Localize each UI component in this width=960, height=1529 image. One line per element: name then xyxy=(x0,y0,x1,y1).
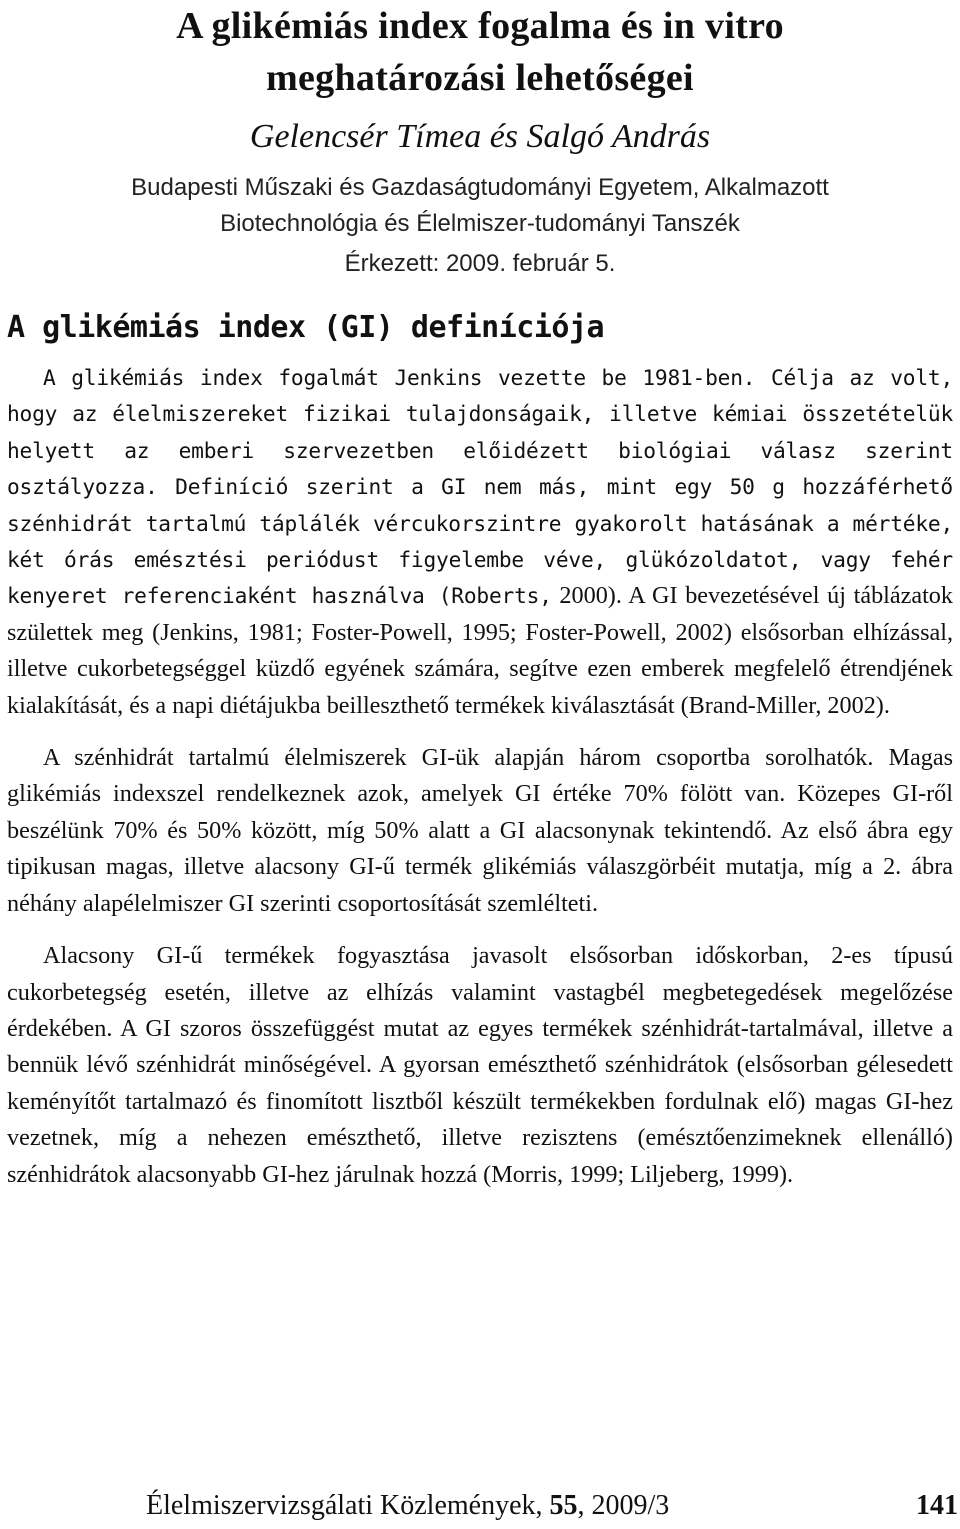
paragraph-1-mono-part: A glikémiás index fogalmát Jenkins vezette be 1981-ben. Célja az volt, hogy az élelmiszereket fizikai tulajdonságaik, illetve kémiai összetételük helyett az emberi szervezetben előidézett biológiai válasz szerint osztályozza. Definíció szerint a GI nem más, mint egy 50 g hozzáférhető szénhidrát tartalmú táplálék vércukorszintre gyakorolt hatásának a mértéke, két órás emésztési periódust figyelembe véve, glükózoldatot, vagy fehér kenyeret referenciaként használva (Roberts, xyxy=(7,365,953,609)
paragraph-1-serif-part: 2000). A GI bevezetésével új táblázatok születtek meg (Jenkins, 1981; Foster-Powell, 1995; Foster-Powell, 2002) elsősorban elhízással, illetve cukorbetegséggel küzdő egyének számára, segítve ezen emberek megfelelő étrendjének kialakítását, és a napi diétájukba beilleszthető termékek kiválasztását (Brand-Miller, 2002). xyxy=(7,582,953,719)
section-heading: A glikémiás index (GI) definíciója xyxy=(7,310,605,345)
received-date: Érkezett: 2009. február 5. xyxy=(344,250,616,277)
article-title xyxy=(7,0,953,104)
journal-issue: , 2009/3 xyxy=(577,1490,670,1521)
title-line-2: meghatározási lehetőségei xyxy=(266,57,694,99)
paragraph-1 xyxy=(7,360,953,724)
journal-citation xyxy=(146,1488,669,1524)
article-page xyxy=(7,0,953,1529)
author-affiliation xyxy=(7,170,953,242)
journal-name: Élelmiszervizsgálati Közlemények, xyxy=(146,1490,550,1521)
affiliation-line-1: Budapesti Műszaki és Gazdaságtudományi Egyetem, Alkalmazott xyxy=(131,174,829,201)
paragraph-2: A szénhidrát tartalmú élelmiszerek GI-ük alapján három csoportba sorolhatók. Magas glikémiás indexszel rendelkeznek azok, amelyek GI értéke 70% fölött van. Közepes GI-ről beszélünk 70% és 50% között, míg 50% alatt a GI alacsonynak tekintendő. Az első ábra egy tipikusan magas, illetve alacsony GI-ű termék glikémiás válaszgörbéit mutatja, míg a 2. ábra néhány alapélelmiszer GI szerinti csoportosítását szemlélteti. xyxy=(7,744,953,917)
article-authors: Gelencsér Tímea és Salgó András xyxy=(249,118,711,155)
journal-volume: 55 xyxy=(549,1490,578,1521)
page-number: 141 xyxy=(916,1490,958,1521)
paragraph-3: Alacsony GI-ű termékek fogyasztása javasolt elsősorban időskorban, 2-es típusú cukorbetegség esetén, illetve az elhízás valamint vastagbél megbetegedések megelőzése érdekében. A GI szoros összefüggést mutat az egyes termékek szénhidrát-tartalmával, illetve a bennük lévő szénhidrát minőségével. A gyorsan emészthető szénhidrátok (elsősorban gélesedett keményítőt tartalmazó és finomított lisztből készült termékekben fordulnak elő) magas GI-hez vezetnek, míg a nehezen emészthető, illetve rezisztens (emésztőenzimeknek ellenálló) szénhidrátok alacsonyabb GI-hez járulnak hozzá (Morris, 1999; Liljeberg, 1999). xyxy=(7,942,953,1188)
title-line-1: A glikémiás index fogalma és in vitro xyxy=(176,5,784,47)
affiliation-line-2: Biotechnológia és Élelmiszer-tudományi Tanszék xyxy=(220,210,740,237)
